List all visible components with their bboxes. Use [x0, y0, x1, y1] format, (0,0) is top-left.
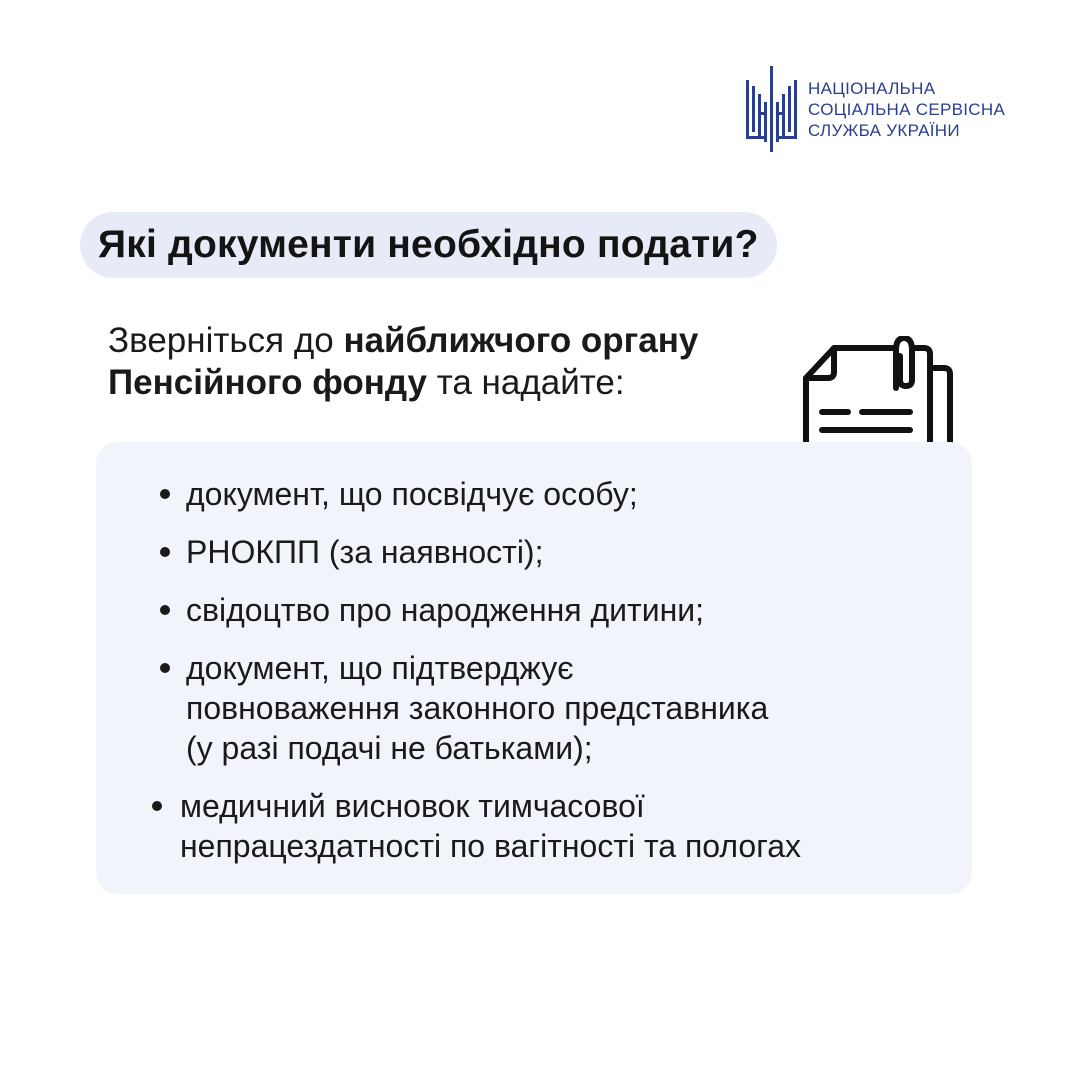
bullet-icon — [152, 801, 162, 811]
nssu-emblem-icon — [744, 64, 802, 154]
bullet-icon — [160, 547, 170, 557]
list-item — [186, 590, 704, 630]
logo-line-3: СЛУЖБА УКРАЇНИ — [808, 121, 960, 140]
logo-text — [808, 78, 1005, 141]
bullet-icon — [160, 663, 170, 673]
list-item-text: РНОКПП (за наявності); — [186, 534, 544, 570]
documents-card — [96, 442, 972, 894]
list-item — [186, 474, 638, 514]
list-item-text: документ, що підтверджує — [186, 650, 574, 686]
list-item-text: медичний висновок тимчасової — [180, 788, 645, 824]
intro-part-2: та надайте: — [427, 363, 625, 402]
intro-text — [108, 320, 808, 404]
intro-part-1: Зверніться до — [108, 321, 344, 360]
logo-line-1: НАЦІОНАЛЬНА — [808, 79, 936, 98]
list-item — [186, 532, 543, 572]
intro-bold-1: найближчого органу — [343, 321, 699, 360]
list-item — [180, 786, 801, 866]
list-item-text: (у разі подачі не батьками); — [186, 730, 593, 766]
bullet-icon — [160, 605, 170, 615]
list-item-text: документ, що посвідчує особу; — [186, 476, 638, 512]
list-item-text: непрацездатності по вагітності та пологах — [180, 828, 801, 864]
nssu-logo — [744, 64, 1024, 156]
list-item-text: свідоцтво про народження дитини; — [186, 592, 705, 628]
list-item — [186, 648, 768, 768]
list-item-text: повноваження законного представника — [186, 690, 769, 726]
page-title: Які документи необхідно подати? — [98, 223, 759, 266]
title-pill — [80, 212, 777, 278]
bullet-icon — [160, 489, 170, 499]
logo-line-2: СОЦІАЛЬНА СЕРВІСНА — [808, 100, 1006, 119]
intro-bold-2: Пенсійного фонду — [108, 363, 427, 402]
